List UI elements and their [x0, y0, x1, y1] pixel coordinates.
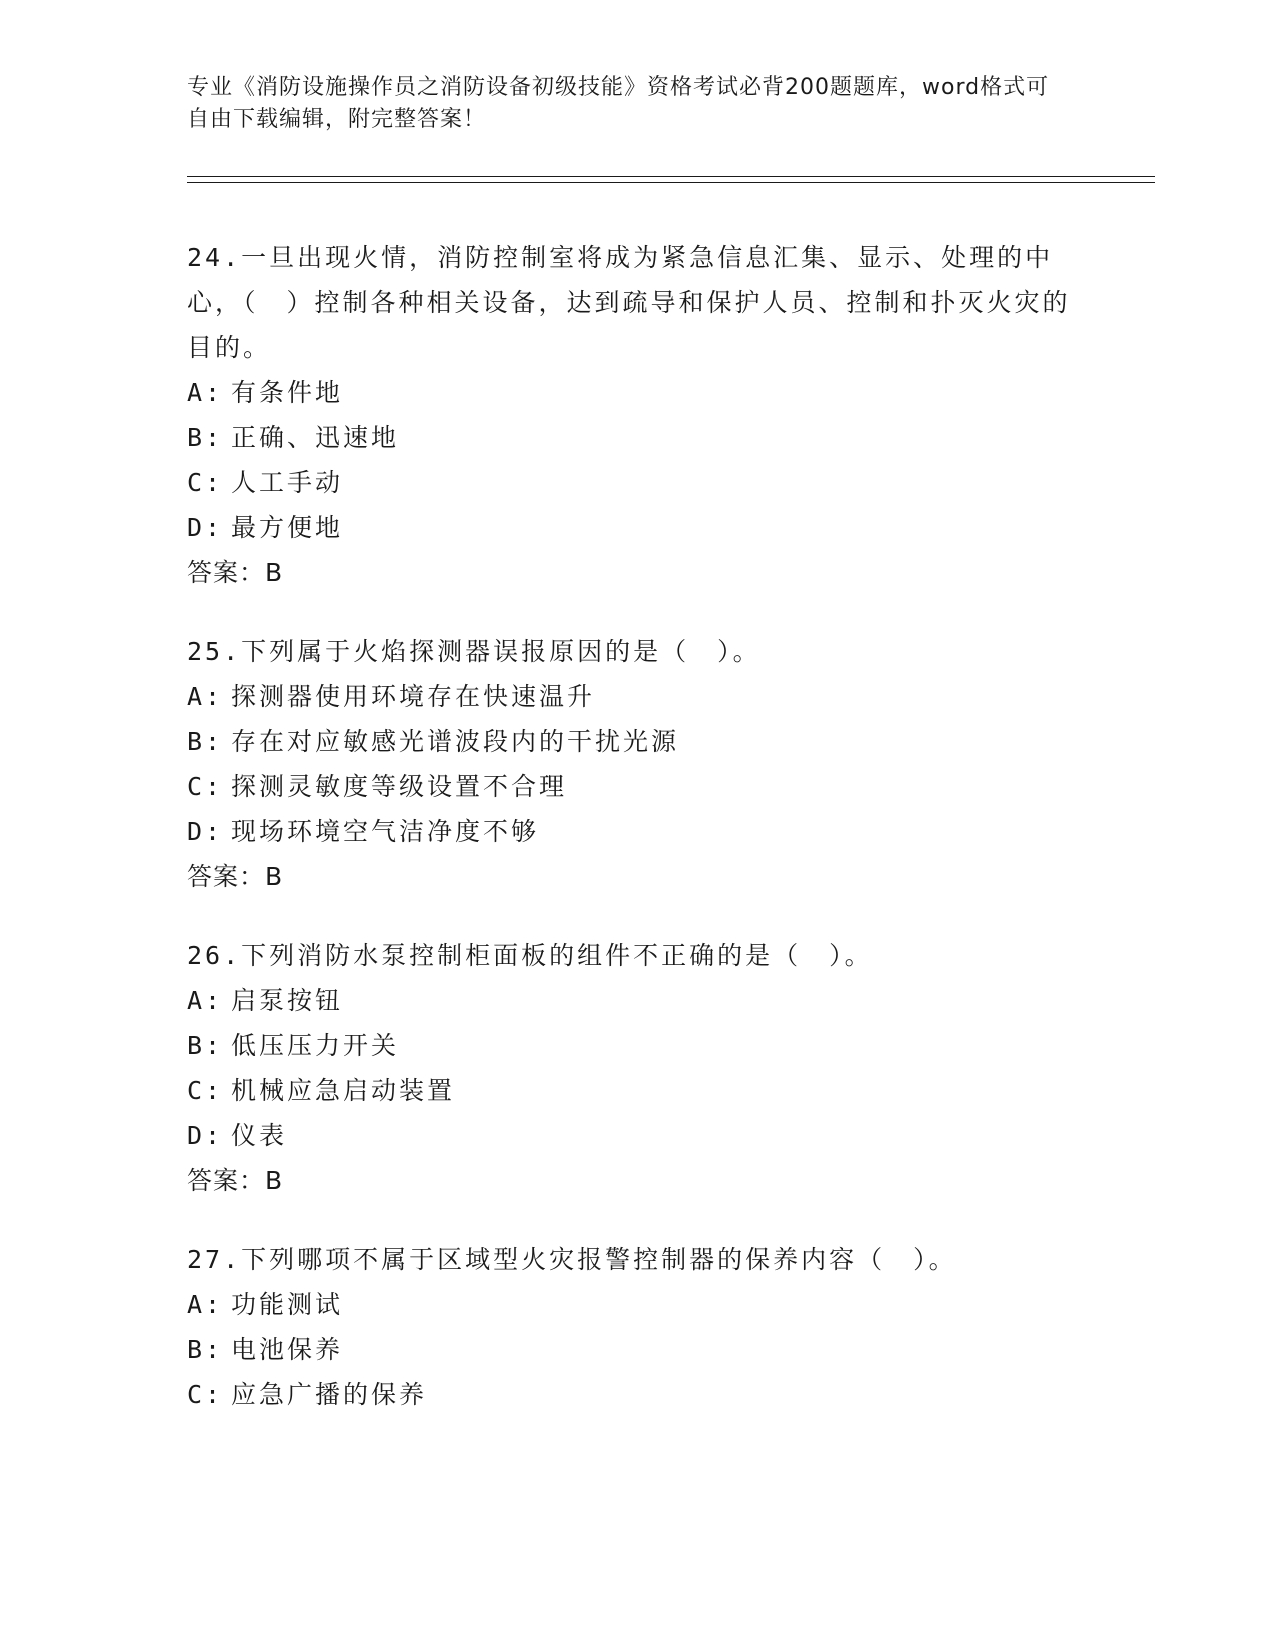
option-text: 应急广播的保养: [231, 1380, 428, 1409]
option-text: 正确、迅速地: [231, 423, 400, 452]
option-d: [187, 505, 1087, 550]
option-a: [187, 1282, 1087, 1327]
question-text: 24.一旦出现火情，消防控制室将成为紧急信息汇集、显示、处理的中心，（ ）控制各种相关设备，达到疏导和保护人员、控制和扑灭火灾的目的。: [187, 243, 1071, 362]
question-27: [187, 1237, 1087, 1417]
answer-line: 答案：B: [187, 1166, 284, 1195]
option-text: 探测器使用环境存在快速温升: [231, 682, 596, 711]
option-letter: D:: [187, 817, 224, 846]
header-divider-top: [187, 176, 1155, 177]
option-text: 探测灵敏度等级设置不合理: [231, 772, 568, 801]
option-letter: A:: [187, 1290, 224, 1319]
option-letter: C:: [187, 1380, 224, 1409]
option-b: [187, 415, 1087, 460]
option-text: 机械应急启动装置: [231, 1076, 456, 1105]
option-text: 电池保养: [231, 1335, 344, 1364]
answer-line: 答案：B: [187, 558, 284, 587]
option-letter: A:: [187, 378, 224, 407]
option-c: [187, 460, 1087, 505]
option-letter: A:: [187, 682, 224, 711]
header-divider-bottom: [187, 182, 1155, 183]
question-25: [187, 629, 1087, 899]
option-letter: B:: [187, 727, 224, 756]
document-intro: 专业《消防设施操作员之消防设备初级技能》资格考试必背200题题库，word格式可自由下载编辑，附完整答案！: [187, 75, 1050, 132]
option-text: 存在对应敏感光谱波段内的干扰光源: [231, 727, 680, 756]
option-a: [187, 674, 1087, 719]
option-b: [187, 1023, 1087, 1068]
option-letter: C:: [187, 468, 224, 497]
question-text: 27.下列哪项不属于区域型火灾报警控制器的保养内容（ ）。: [187, 1245, 957, 1274]
option-c: [187, 1372, 1087, 1417]
option-c: [187, 1068, 1087, 1113]
option-letter: B:: [187, 423, 224, 452]
option-text: 低压压力开关: [231, 1031, 400, 1060]
option-letter: B:: [187, 1031, 224, 1060]
option-a: [187, 978, 1087, 1023]
option-text: 有条件地: [231, 378, 344, 407]
option-d: [187, 809, 1087, 854]
option-letter: C:: [187, 1076, 224, 1105]
question-list: [187, 235, 1087, 1451]
option-text: 功能测试: [231, 1290, 344, 1319]
question-text: 26.下列消防水泵控制柜面板的组件不正确的是（ ）。: [187, 941, 873, 970]
option-d: [187, 1113, 1087, 1158]
option-letter: D:: [187, 1121, 224, 1150]
option-text: 启泵按钮: [231, 986, 344, 1015]
option-c: [187, 764, 1087, 809]
option-letter: C:: [187, 772, 224, 801]
option-text: 最方便地: [231, 513, 344, 542]
option-letter: D:: [187, 513, 224, 542]
option-b: [187, 719, 1087, 764]
option-letter: B:: [187, 1335, 224, 1364]
question-24: [187, 235, 1087, 595]
question-26: [187, 933, 1087, 1203]
option-b: [187, 1327, 1087, 1372]
option-text: 仪表: [231, 1121, 288, 1150]
question-text: 25.下列属于火焰探测器误报原因的是（ ）。: [187, 637, 761, 666]
option-letter: A:: [187, 986, 224, 1015]
answer-line: 答案：B: [187, 862, 284, 891]
option-text: 人工手动: [231, 468, 344, 497]
option-a: [187, 370, 1087, 415]
option-text: 现场环境空气洁净度不够: [231, 817, 540, 846]
